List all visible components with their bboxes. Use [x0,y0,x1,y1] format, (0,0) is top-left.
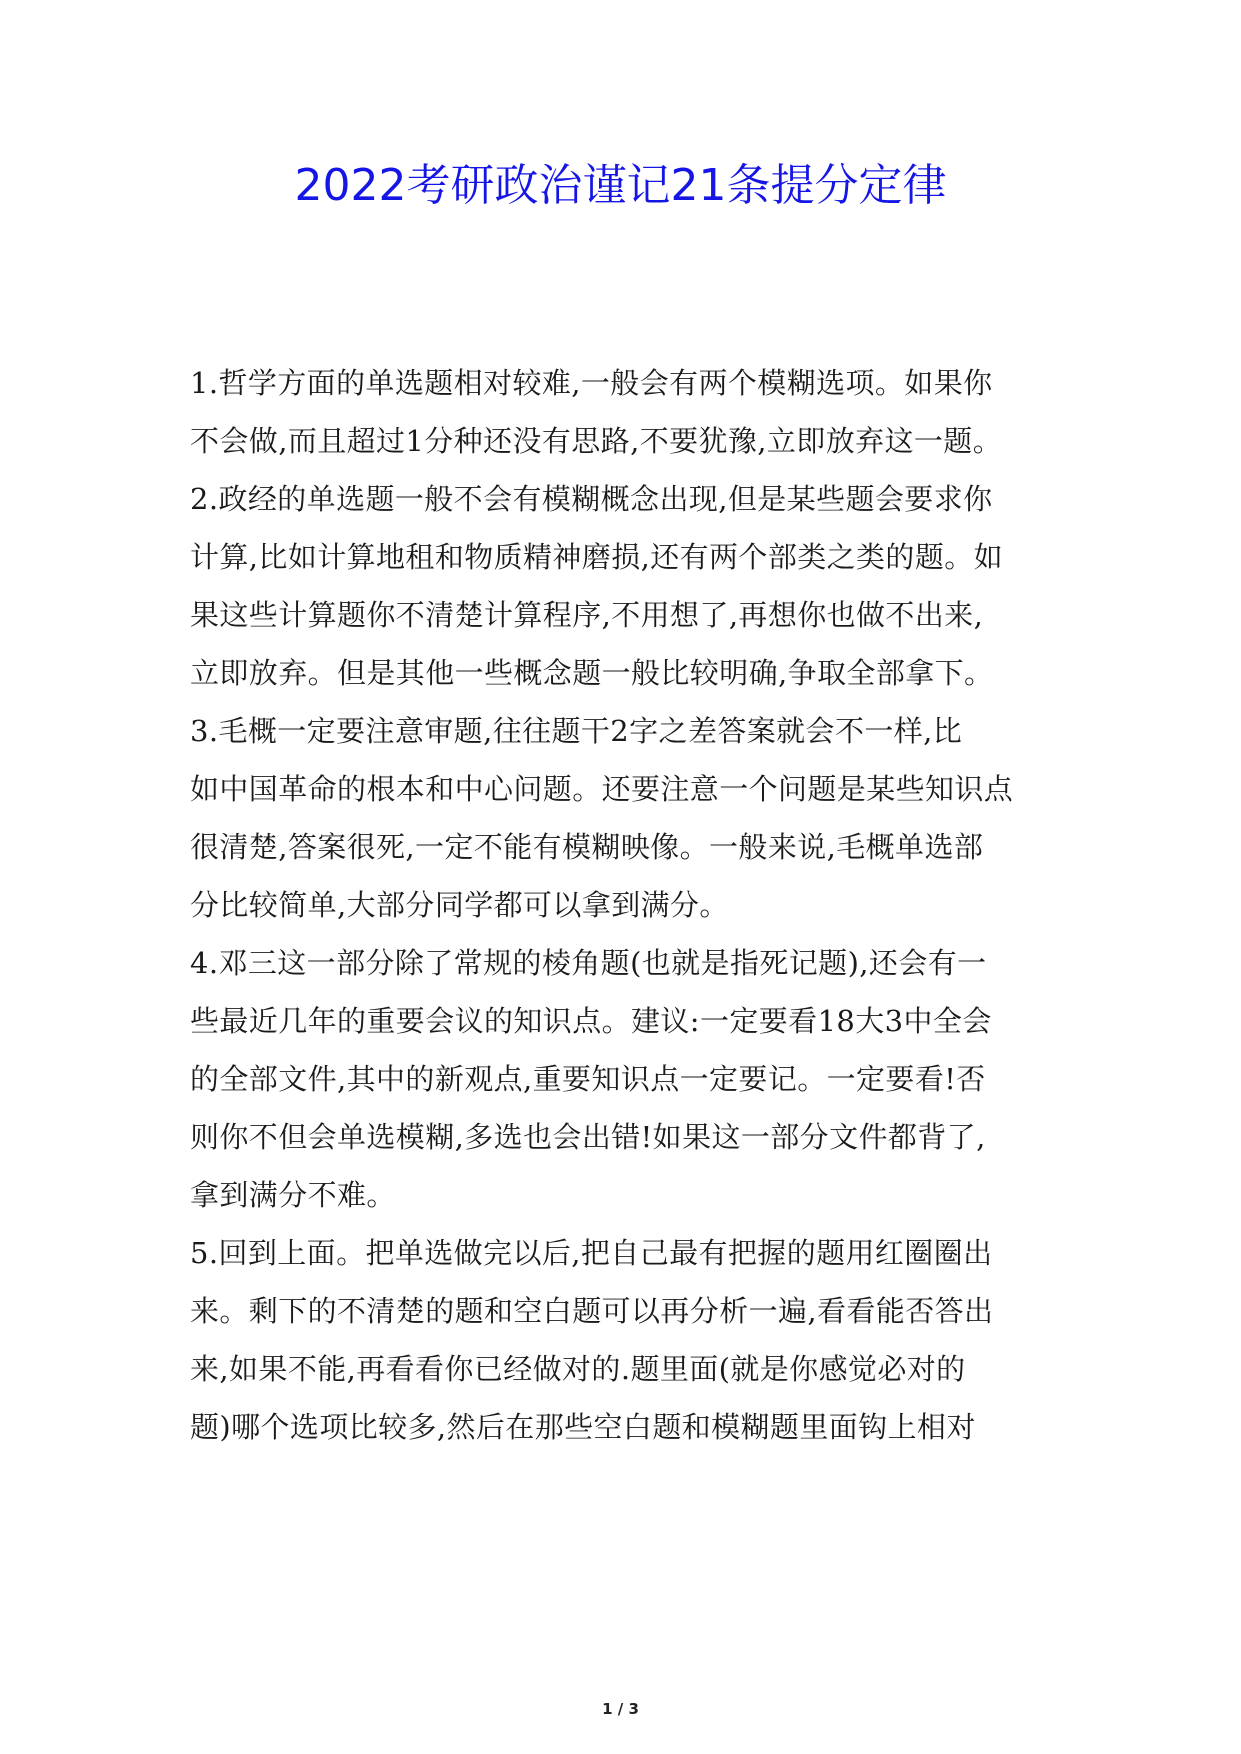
text-line: 3.毛概一定要注意审题,往往题干2字之差答案就会不一样,比 [190,714,963,748]
text-line: 些最近几年的重要会议的知识点。建议:一定要看18大3中全会 [190,1004,992,1038]
document-title: 2022考研政治谨记21条提分定律 [294,160,947,211]
text-line: 5.回到上面。把单选做完以后,把自己最有把握的题用红圈圈出 [190,1236,993,1270]
text-line: 题)哪个选项比较多,然后在那些空白题和模糊题里面钩上相对 [190,1410,976,1444]
page-number: 1 / 3 [602,1700,639,1718]
document-body [190,354,1060,1456]
text-line: 1.哲学方面的单选题相对较难,一般会有两个模糊选项。如果你 [190,366,993,400]
text-line: 如中国革命的根本和中心问题。还要注意一个问题是某些知识点 [190,772,1014,806]
text-line: 的全部文件,其中的新观点,重要知识点一定要记。一定要看!否 [190,1062,986,1096]
text-line: 来,如果不能,再看看你已经做对的.题里面(就是你感觉必对的 [190,1352,966,1386]
text-line: 计算,比如计算地租和物质精神磨损,还有两个部类之类的题。如 [190,540,1004,574]
text-line: 不会做,而且超过1分种还没有思路,不要犹豫,立即放弃这一题。 [190,424,1003,458]
text-line: 拿到满分不难。 [190,1178,396,1212]
text-line: 分比较简单,大部分同学都可以拿到满分。 [190,888,729,922]
text-line: 4.邓三这一部分除了常规的棱角题(也就是指死记题),还会有一 [190,946,987,980]
text-line: 立即放弃。但是其他一些概念题一般比较明确,争取全部拿下。 [190,656,994,690]
text-line: 很清楚,答案很死,一定不能有模糊映像。一般来说,毛概单选部 [190,830,984,864]
text-line: 则你不但会单选模糊,多选也会出错!如果这一部分文件都背了, [190,1120,986,1154]
text-line: 来。剩下的不清楚的题和空白题可以再分析一遍,看看能否答出 [190,1294,994,1328]
text-line: 2.政经的单选题一般不会有模糊概念出现,但是某些题会要求你 [190,482,993,516]
text-line: 果这些计算题你不清楚计算程序,不用想了,再想你也做不出来, [190,598,984,632]
